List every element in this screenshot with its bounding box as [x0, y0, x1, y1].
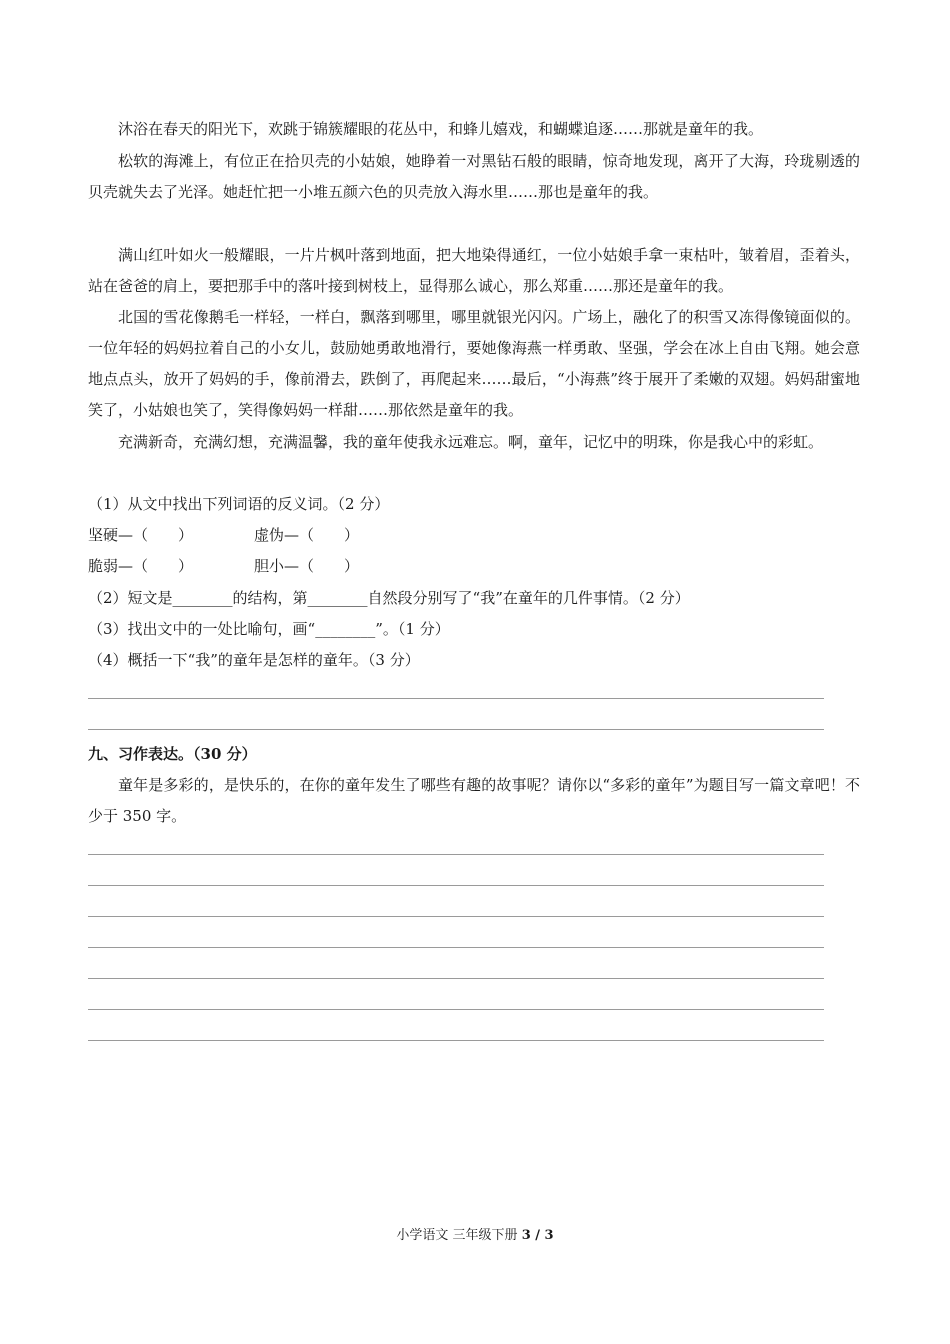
antonym-item: 坚硬—（ ） — [88, 526, 194, 544]
antonym-row-2 — [88, 551, 860, 582]
passage-paragraph-3: 满山红叶如火一般耀眼，一片片枫叶落到地面，把大地染得通红，一位小姑娘手拿一束枯叶，皱着眉，歪着头，站在爸爸的肩上，要把那手中的落叶接到树枝上，显得那么诚心，那么郑重……那还是童年的我。 — [88, 246, 860, 295]
page-number: 3 / 3 — [521, 1228, 554, 1243]
writing-line[interactable] — [88, 1040, 824, 1041]
section-9-prompt: 童年是多彩的，是快乐的，在你的童年发生了哪些有趣的故事呢？请你以“多彩的童年”为题目写一篇文章吧！不少于 350 字。 — [88, 776, 860, 825]
writing-line[interactable] — [88, 916, 824, 917]
passage-paragraph-2: 松软的海滩上，有位正在拾贝壳的小姑娘，她睁着一对黑钻石般的眼睛，惊奇地发现，离开了大海，玲珑剔透的贝壳就失去了光泽。她赶忙把一小堆五颜六色的贝壳放入海水里……那也是童年的我。 — [88, 152, 860, 201]
question-3: （3）找出文中的一处比喻句，画“________”。（1 分） — [88, 620, 450, 638]
answer-line[interactable] — [88, 698, 824, 699]
passage-paragraph-4: 北国的雪花像鹅毛一样轻，一样白，飘落到哪里，哪里就银光闪闪。广场上，融化了的积雪又冻得像镜面似的。一位年轻的妈妈拉着自己的小女儿，鼓励她勇敢地滑行，要她像海燕一样勇敢、坚强，学会在冰上自由飞翔。她会意地点点头，放开了妈妈的手，像前滑去，跌倒了，再爬起来……最后，“小海燕”终于展开了柔嫩的双翅。妈妈甜蜜地笑了，小姑娘也笑了，笑得像妈妈一样甜……那依然是童年的我。 — [88, 308, 860, 419]
question-1: （1）从文中找出下列词语的反义词。（2 分） — [88, 495, 390, 513]
writing-line[interactable] — [88, 947, 824, 948]
antonym-row-1 — [88, 520, 860, 551]
writing-line[interactable] — [88, 854, 824, 855]
question-4: （4）概括一下“我”的童年是怎样的童年。（3 分） — [88, 651, 420, 669]
writing-line[interactable] — [88, 1009, 824, 1010]
writing-line[interactable] — [88, 885, 824, 886]
writing-line[interactable] — [88, 978, 824, 979]
footer-subject: 小学语文 三年级下册 — [396, 1228, 518, 1243]
answer-line[interactable] — [88, 729, 824, 730]
passage-paragraph-5: 充满新奇，充满幻想，充满温馨，我的童年使我永远难忘。啊，童年，记忆中的明珠，你是我心中的彩虹。 — [118, 433, 824, 451]
antonym-item: 胆小—（ ） — [254, 557, 360, 575]
antonym-item: 虚伪—（ ） — [254, 526, 360, 544]
page-footer — [0, 1226, 950, 1246]
section-9-title: 九、习作表达。（30 分） — [88, 745, 257, 763]
question-2: （2）短文是________的结构，第________自然段分别写了“我”在童年的几件事情。（2 分） — [88, 589, 690, 607]
antonym-item: 脆弱—（ ） — [88, 557, 194, 575]
passage-paragraph-1: 沐浴在春天的阳光下，欢跳于锦簇耀眼的花丛中，和蜂儿嬉戏，和蝴蝶追逐……那就是童年的我。 — [118, 120, 764, 138]
